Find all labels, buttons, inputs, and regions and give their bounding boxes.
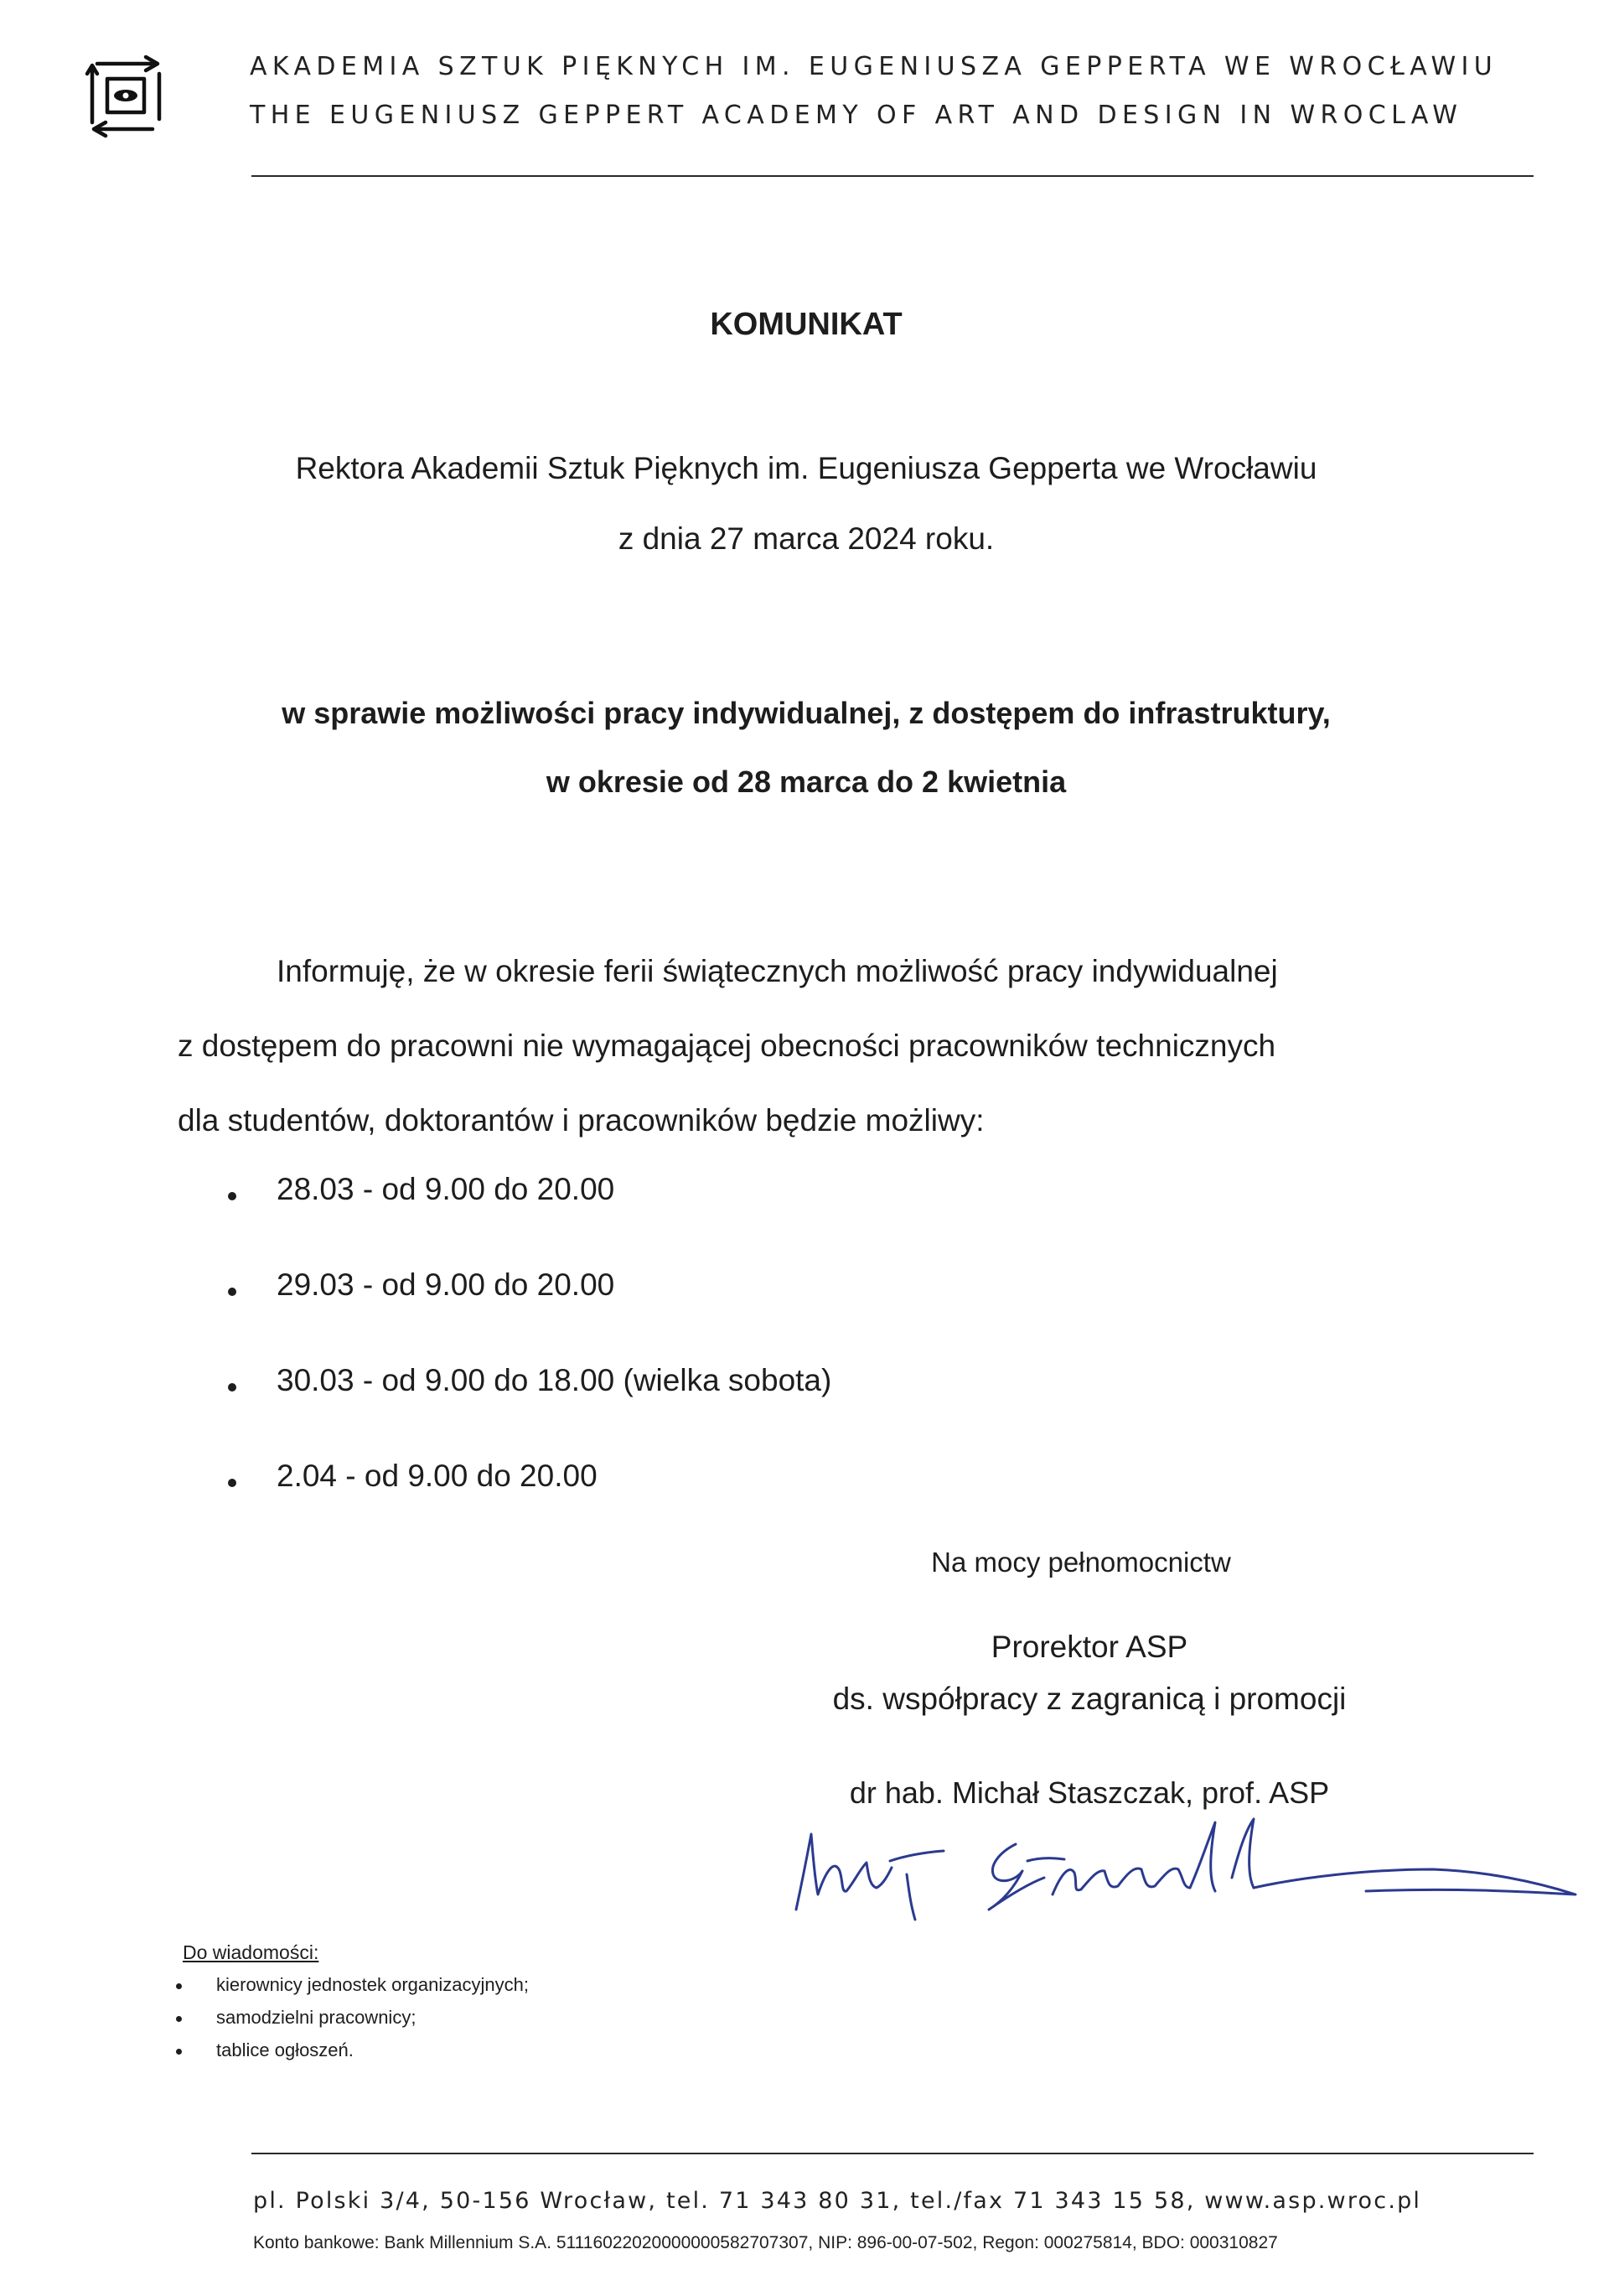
distribution-item-text: tablice ogłoszeń. — [216, 2039, 354, 2060]
footer-divider — [251, 2153, 1534, 2154]
header-name-pl: AKADEMIA SZTUK PIĘKNYCH IM. EUGENIUSZA GEPPERTA WE WROCŁAWIU — [250, 52, 1498, 81]
body-line-2: z dostępem do pracowni nie wymagającej obecności pracowników technicznych — [178, 1029, 1276, 1063]
bullet-icon — [228, 1383, 236, 1392]
distribution-item-text: kierownicy jednostek organizacyjnych; — [216, 1974, 529, 1995]
schedule-item-text: 30.03 - od 9.00 do 18.00 (wielka sobota) — [277, 1363, 832, 1397]
distribution-title: Do wiadomości: — [183, 1941, 319, 1963]
document-subject-line-1: w sprawie możliwości pracy indywidualnej, z dostępem do infrastruktury, — [282, 696, 1331, 730]
header-name-en: THE EUGENIUSZ GEPPERT ACADEMY OF ART AND DESIGN IN WROCLAW — [250, 101, 1463, 130]
bullet-icon — [176, 2049, 182, 2055]
signature-role: Prorektor ASP — [991, 1630, 1188, 1664]
document-subject-line-2: w okresie od 28 marca do 2 kwietnia — [546, 764, 1067, 799]
schedule-item-text: 28.03 - od 9.00 do 20.00 — [277, 1172, 615, 1206]
bullet-icon — [228, 1288, 236, 1296]
schedule-item-text: 2.04 - od 9.00 do 20.00 — [277, 1459, 598, 1493]
document-issuer: Rektora Akademii Sztuk Pięknych im. Eugeniusza Gepperta we Wrocławiu — [295, 451, 1317, 485]
bullet-icon — [176, 1983, 182, 1989]
handwritten-signature — [779, 1811, 1584, 1928]
signature-name: dr hab. Michał Staszczak, prof. ASP — [849, 1775, 1330, 1810]
body-line-3: dla studentów, doktorantów i pracowników będzie możliwy: — [178, 1103, 985, 1138]
footer-address: pl. Polski 3/4, 50-156 Wrocław, tel. 71 343 80 31, tel./fax 71 343 15 58, www.asp.wroc.pl — [253, 2188, 1422, 2214]
bullet-icon — [228, 1479, 236, 1487]
schedule-item-text: 29.03 - od 9.00 do 20.00 — [277, 1267, 615, 1302]
header-divider — [251, 175, 1534, 177]
bullet-icon — [176, 2016, 182, 2022]
signature-department: ds. współpracy z zagranicą i promocji — [832, 1682, 1347, 1716]
footer-bank-info: Konto bankowe: Bank Millennium S.A. 51116022020000000582707307, NIP: 896-00-07-502, Regon: 000275814, BDO: 000310827 — [253, 2233, 1278, 2252]
signature-authorization: Na mocy pełnomocnictw — [931, 1547, 1231, 1578]
document-date: z dnia 27 marca 2024 roku. — [618, 521, 995, 556]
bullet-icon — [228, 1192, 236, 1200]
body-line-1: Informuję, że w okresie ferii świątecznych możliwość pracy indywidualnej — [277, 954, 1278, 988]
academy-logo-icon — [80, 49, 171, 139]
document-title: KOMUNIKAT — [710, 307, 903, 342]
distribution-item-text: samodzielni pracownicy; — [216, 2007, 416, 2028]
